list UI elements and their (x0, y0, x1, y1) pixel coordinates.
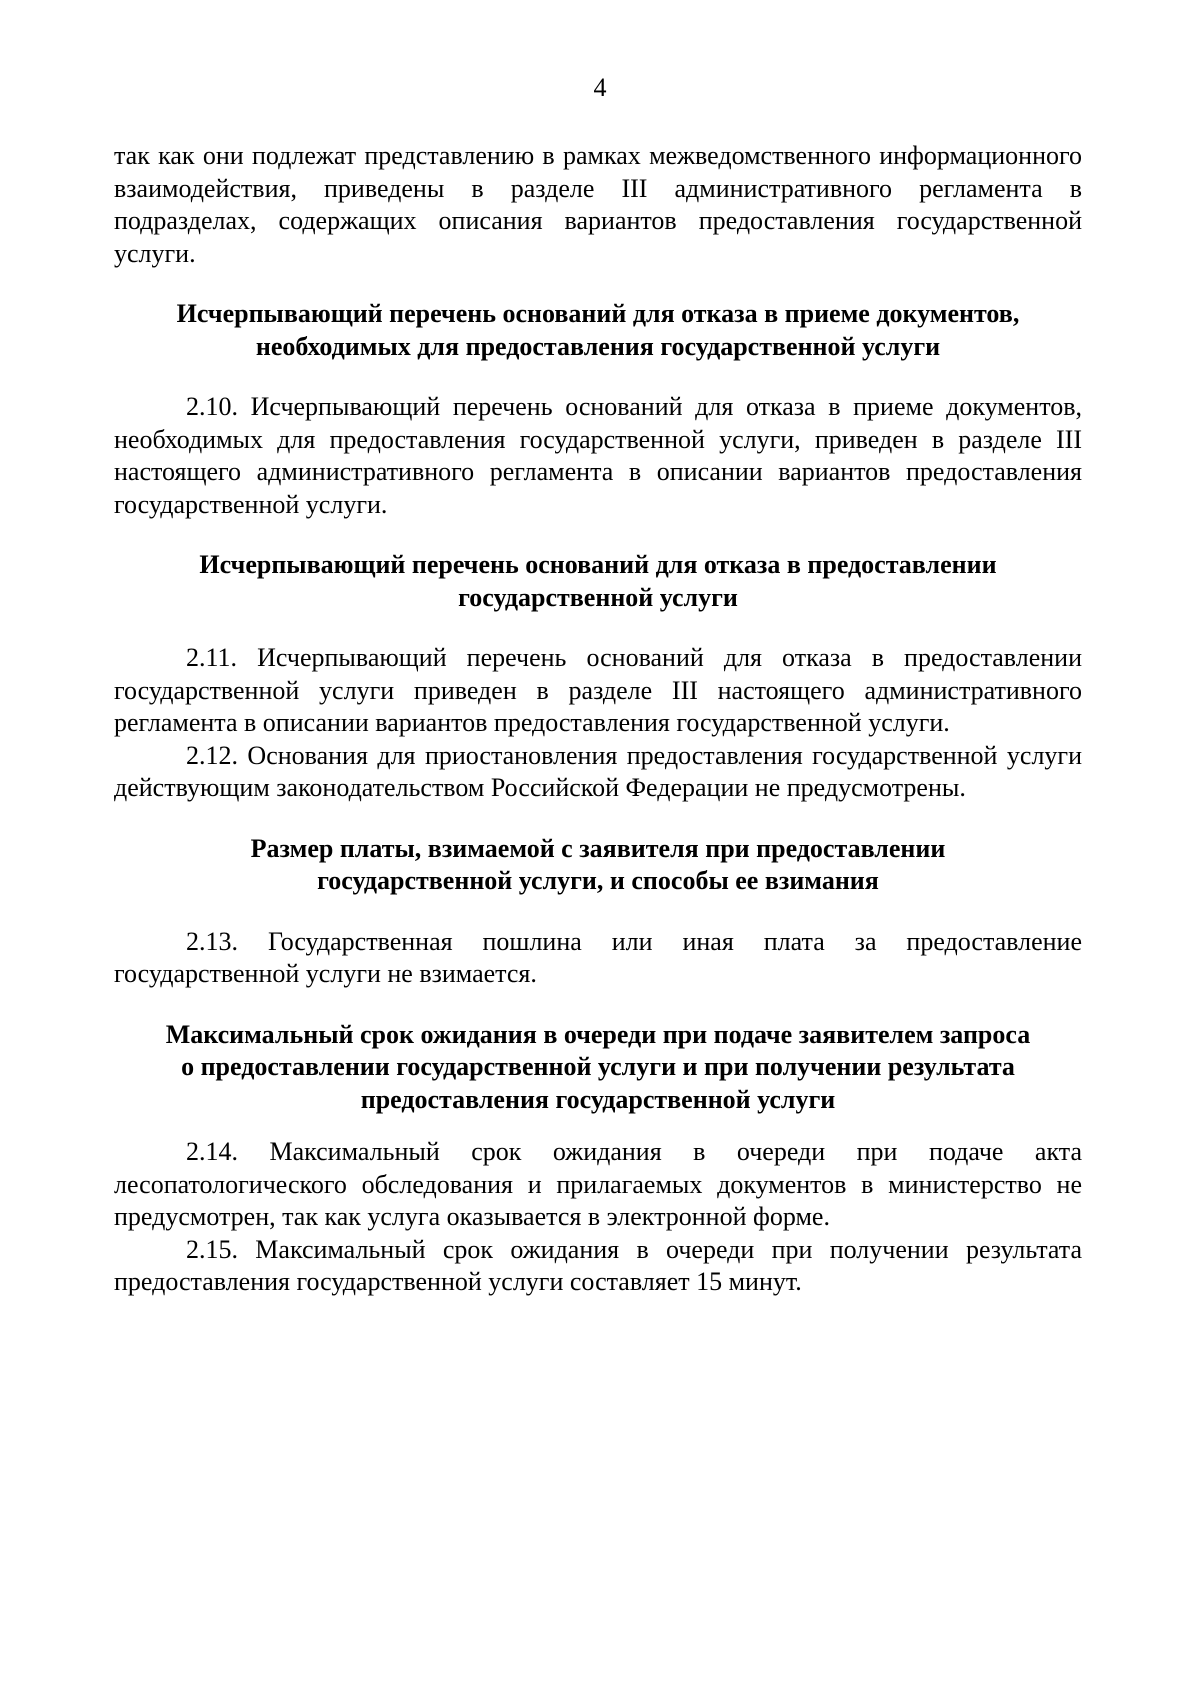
heading-line: предоставления государственной услуги (360, 1084, 836, 1114)
heading-line: Размер платы, взимаемой с заявителя при предоставлении (250, 833, 946, 863)
intro-paragraph: так как они подлежат представлению в рамках межведомственного информационного взаимодействия, приведены в разделе III административного регламента в подразделах, содержащих описания вариантов предоставления государственной услуги. (114, 141, 1082, 268)
paragraph-2-13: 2.13. Государственная пошлина или иная плата за предоставление государственной услуги не взимается. (114, 926, 1082, 988)
document-body (114, 140, 1082, 1299)
heading-line: о предоставлении государственной услуги и при получении результата (181, 1052, 1015, 1081)
paragraph-2-12: 2.12. Основания для приостановления предоставления государственной услуги действующим законодательством Российской Федерации не предусмотрены. (114, 740, 1082, 802)
page-number: 4 (593, 73, 607, 102)
heading-line: необходимых для предоставления государственной услуги (255, 331, 941, 361)
section-heading-fee (114, 833, 1082, 898)
paragraph-2-15: 2.15. Максимальный срок ожидания в очереди при получении результата предоставления государственной услуги составляет 15 минут. (114, 1234, 1082, 1296)
heading-line: Исчерпывающий перечень оснований для отказа в предоставлении (199, 550, 997, 579)
heading-line: государственной услуги, и способы ее взимания (317, 866, 879, 895)
section-heading-queue-time (114, 1019, 1082, 1117)
section-heading-refusal-service (114, 549, 1082, 614)
section-heading-refusal-documents (114, 298, 1082, 363)
paragraph-2-10: 2.10. Исчерпывающий перечень оснований для отказа в приеме документов, необходимых для предоставления государственной услуги, приведен в разделе III настоящего административного регламента в описании вариантов предоставления государственной услуги. (114, 392, 1082, 519)
heading-line: Максимальный срок ожидания в очереди при подаче заявителем запроса (165, 1019, 1031, 1049)
paragraph-2-11: 2.11. Исчерпывающий перечень оснований для отказа в предоставлении государственной услуги приведен в разделе III настоящего административного регламента в описании вариантов предоставления государственной услуги. (114, 643, 1082, 737)
heading-line: государственной услуги (458, 582, 738, 612)
heading-line: Исчерпывающий перечень оснований для отказа в приеме документов, (176, 299, 1020, 328)
paragraph-2-14: 2.14. Максимальный срок ожидания в очереди при подаче акта лесопатологического обследования и прилагаемых документов в министерство не предусмотрен, так как услуга оказывается в электронной форме. (114, 1137, 1082, 1231)
